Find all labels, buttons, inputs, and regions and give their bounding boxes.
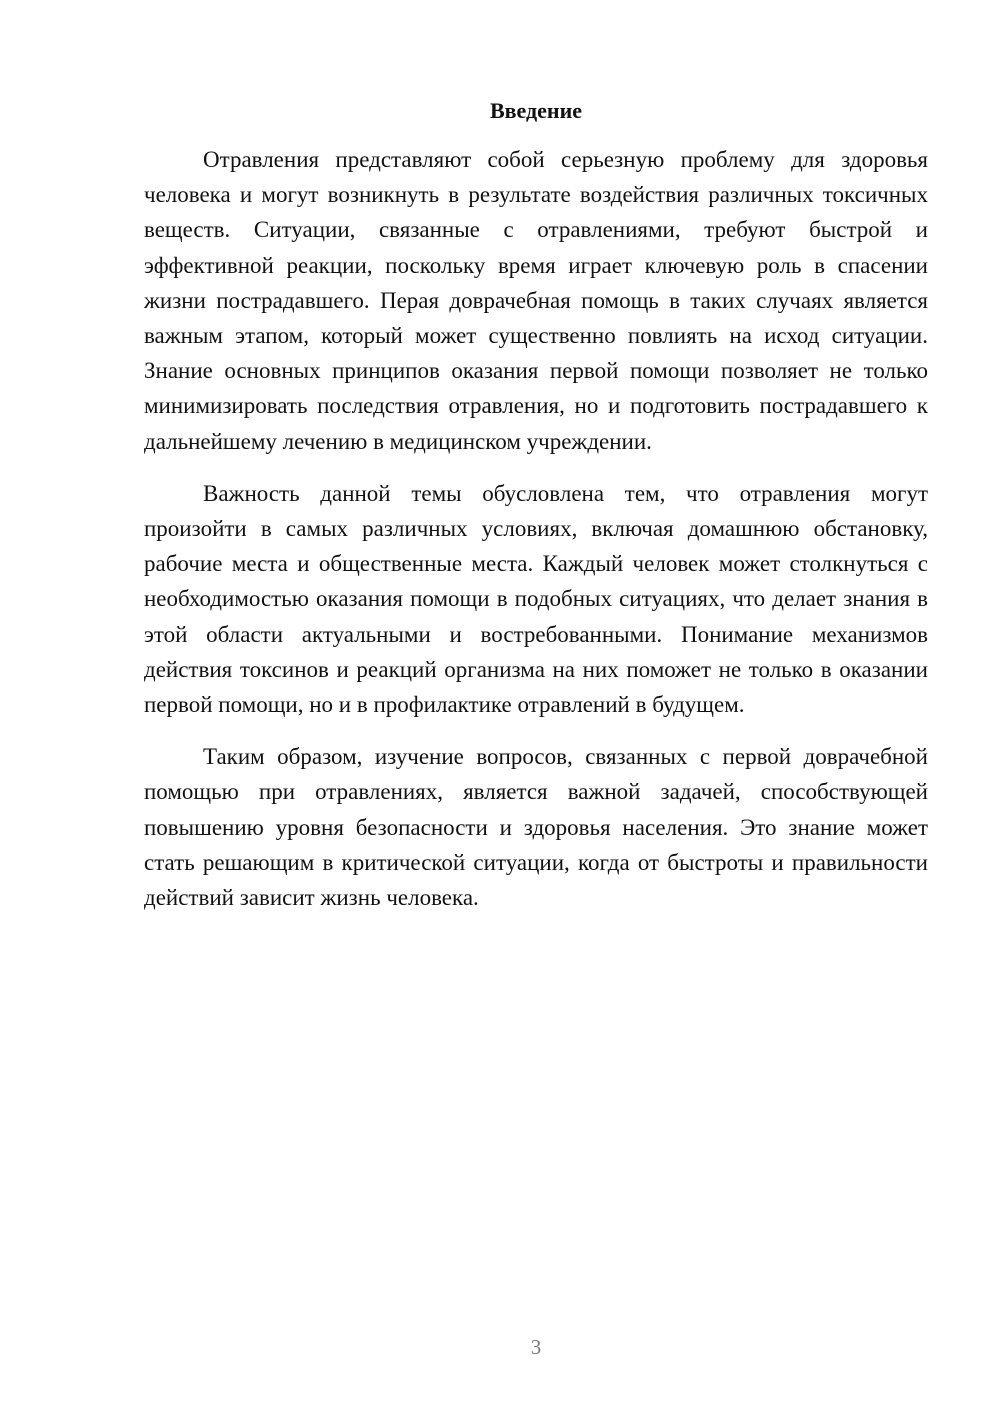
body-text: [144, 142, 928, 932]
page-number: 3: [530, 1335, 542, 1359]
paragraph-3: Таким образом, изучение вопросов, связанных с первой доврачебной помощью при отравлениях, является важной задачей, способствующей повышению уровня безопасности и здоровья населения. Это знание может стать решающим в критической ситуации, когда от быстроты и правильности действий зависит жизнь человека.: [144, 744, 928, 911]
paragraph-1: Отравления представляют собой серьезную проблему для здоровья человека и могут возникнуть в результате воздействия различных токсичных веществ. Ситуации, связанные с отравлениями, требуют быстрой и эффективной реакции, поскольку время играет ключевую роль в спасении жизни пострадавшего. Перая доврачебная помощь в таких случаях является важным этапом, который может существенно повлиять на исход ситуации. Знание основных принципов оказания первой помощи позволяет не только минимизировать последствия отравления, но и подготовить пострадавшего к дальнейшему лечению в медицинском учреждении.: [144, 147, 928, 454]
paragraph-2: Важность данной темы обусловлена тем, что отравления могут произойти в самых различных условиях, включая домашнюю обстановку, рабочие места и общественные места. Каждый человек может столкнуться с необходимостью оказания помощи в подобных ситуациях, что делает знания в этой области актуальными и востребованными. Понимание механизмов действия токсинов и реакций организма на них поможет не только в оказании первой помощи, но и в профилактике отравлений в будущем.: [144, 480, 928, 718]
section-heading: Введение: [489, 98, 583, 123]
